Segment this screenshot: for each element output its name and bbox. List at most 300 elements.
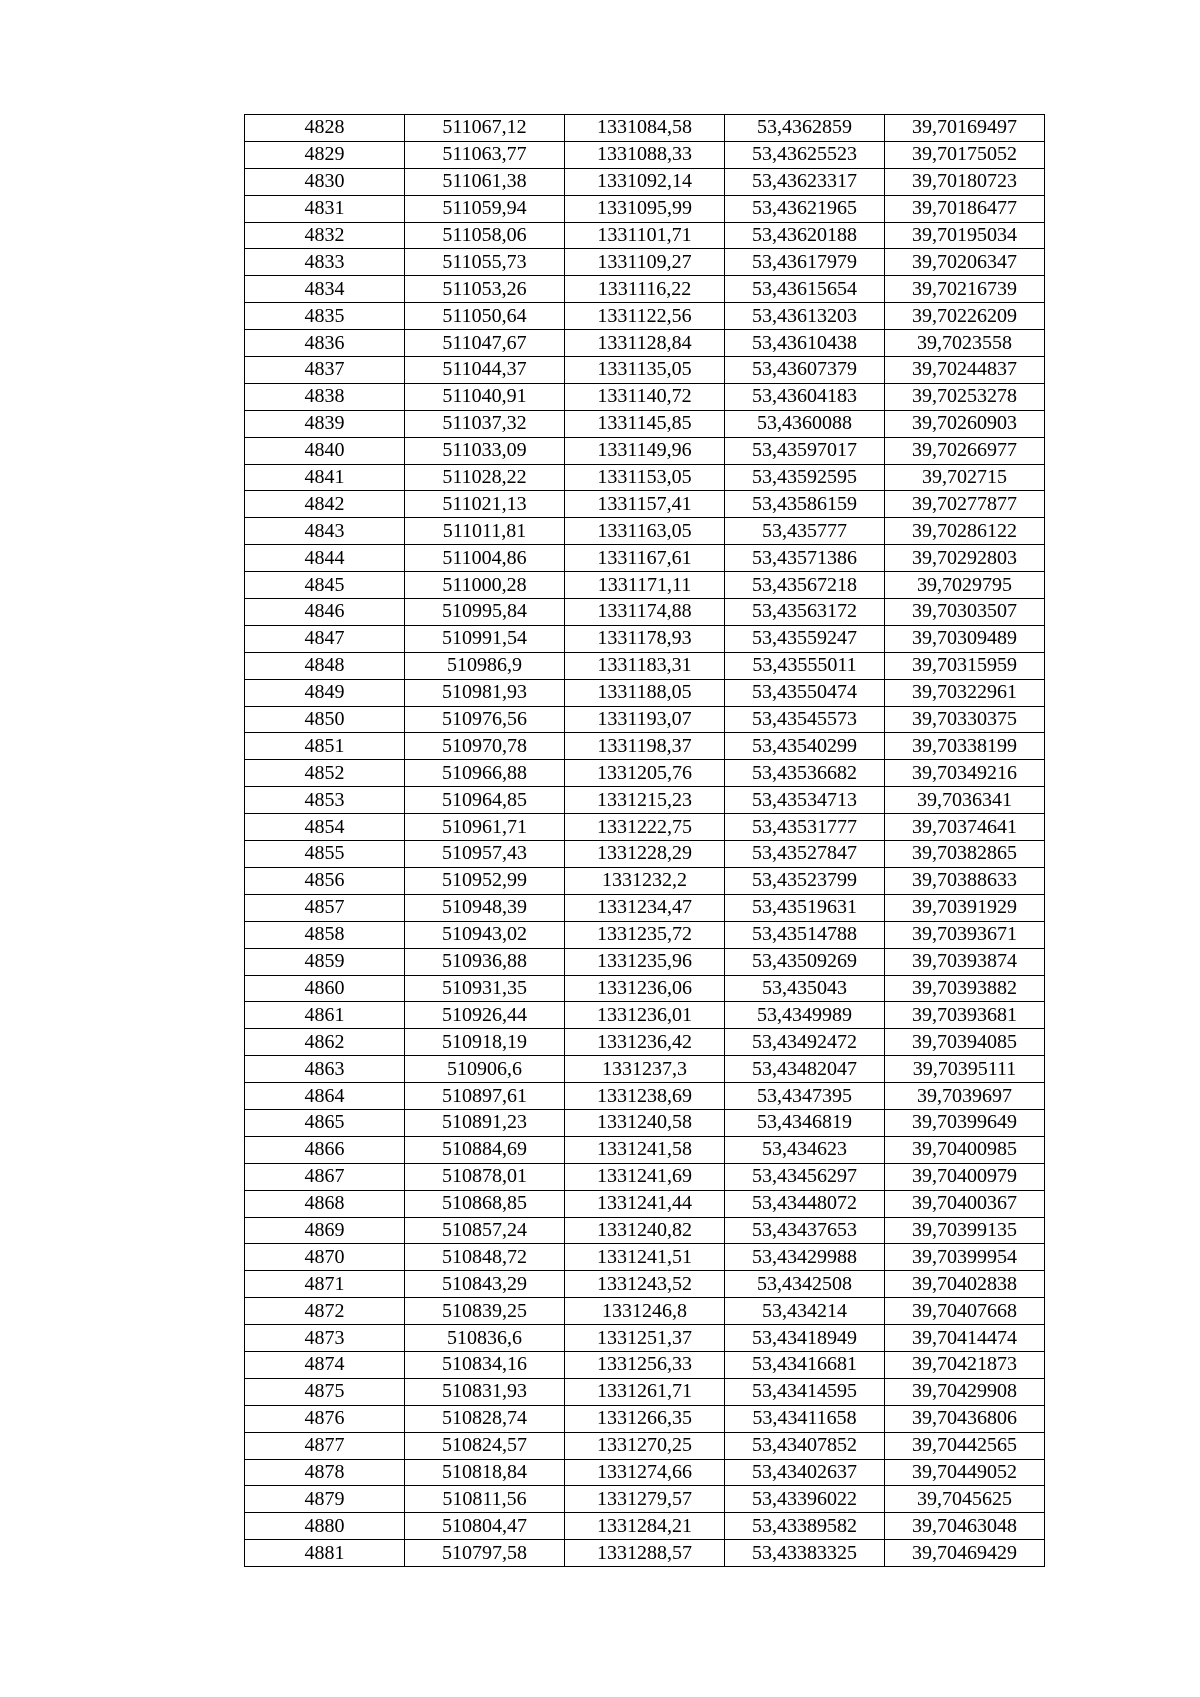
x-coordinate-cell: 510878,01 <box>405 1163 565 1190</box>
x-coordinate-cell: 511055,73 <box>405 249 565 276</box>
latitude-cell: 53,43625523 <box>725 141 885 168</box>
latitude-cell: 53,43523799 <box>725 867 885 894</box>
y-coordinate-cell: 1331205,76 <box>565 760 725 787</box>
latitude-cell: 53,43586159 <box>725 491 885 518</box>
longitude-cell: 39,70195034 <box>885 222 1045 249</box>
y-coordinate-cell: 1331122,56 <box>565 303 725 330</box>
point-number-cell: 4838 <box>245 383 405 410</box>
y-coordinate-cell: 1331241,51 <box>565 1244 725 1271</box>
table-row <box>245 222 1045 249</box>
longitude-cell: 39,70399954 <box>885 1244 1045 1271</box>
y-coordinate-cell: 1331222,75 <box>565 814 725 841</box>
longitude-cell: 39,70436806 <box>885 1405 1045 1432</box>
longitude-cell: 39,70400985 <box>885 1136 1045 1163</box>
table-row <box>245 357 1045 384</box>
point-number-cell: 4846 <box>245 599 405 626</box>
y-coordinate-cell: 1331236,06 <box>565 975 725 1002</box>
longitude-cell: 39,70169497 <box>885 115 1045 142</box>
table-row <box>245 491 1045 518</box>
latitude-cell: 53,4349989 <box>725 1002 885 1029</box>
longitude-cell: 39,70186477 <box>885 195 1045 222</box>
point-number-cell: 4835 <box>245 303 405 330</box>
x-coordinate-cell: 510991,54 <box>405 625 565 652</box>
y-coordinate-cell: 1331241,44 <box>565 1190 725 1217</box>
point-number-cell: 4871 <box>245 1271 405 1298</box>
point-number-cell: 4859 <box>245 948 405 975</box>
latitude-cell: 53,43416681 <box>725 1351 885 1378</box>
x-coordinate-cell: 510961,71 <box>405 814 565 841</box>
longitude-cell: 39,70180723 <box>885 168 1045 195</box>
point-number-cell: 4880 <box>245 1513 405 1540</box>
table-row <box>245 276 1045 303</box>
x-coordinate-cell: 510943,02 <box>405 921 565 948</box>
latitude-cell: 53,43429988 <box>725 1244 885 1271</box>
y-coordinate-cell: 1331163,05 <box>565 518 725 545</box>
table-row <box>245 330 1045 357</box>
table-row <box>245 1163 1045 1190</box>
table-row <box>245 814 1045 841</box>
longitude-cell: 39,7023558 <box>885 330 1045 357</box>
table-row <box>245 1083 1045 1110</box>
longitude-cell: 39,70309489 <box>885 625 1045 652</box>
x-coordinate-cell: 511011,81 <box>405 518 565 545</box>
point-number-cell: 4869 <box>245 1217 405 1244</box>
latitude-cell: 53,4347395 <box>725 1083 885 1110</box>
y-coordinate-cell: 1331236,01 <box>565 1002 725 1029</box>
y-coordinate-cell: 1331153,05 <box>565 464 725 491</box>
longitude-cell: 39,70330375 <box>885 706 1045 733</box>
x-coordinate-cell: 510931,35 <box>405 975 565 1002</box>
y-coordinate-cell: 1331251,37 <box>565 1325 725 1352</box>
x-coordinate-cell: 510891,23 <box>405 1109 565 1136</box>
longitude-cell: 39,70395111 <box>885 1056 1045 1083</box>
latitude-cell: 53,43448072 <box>725 1190 885 1217</box>
point-number-cell: 4855 <box>245 841 405 868</box>
y-coordinate-cell: 1331116,22 <box>565 276 725 303</box>
x-coordinate-cell: 510797,58 <box>405 1540 565 1567</box>
longitude-cell: 39,70388633 <box>885 867 1045 894</box>
point-number-cell: 4843 <box>245 518 405 545</box>
longitude-cell: 39,70421873 <box>885 1351 1045 1378</box>
x-coordinate-cell: 510831,93 <box>405 1378 565 1405</box>
point-number-cell: 4873 <box>245 1325 405 1352</box>
table-row <box>245 545 1045 572</box>
longitude-cell: 39,70429908 <box>885 1378 1045 1405</box>
latitude-cell: 53,43607379 <box>725 357 885 384</box>
table-row <box>245 572 1045 599</box>
x-coordinate-cell: 511037,32 <box>405 410 565 437</box>
point-number-cell: 4865 <box>245 1109 405 1136</box>
point-number-cell: 4877 <box>245 1432 405 1459</box>
table-row <box>245 921 1045 948</box>
y-coordinate-cell: 1331241,58 <box>565 1136 725 1163</box>
latitude-cell: 53,435777 <box>725 518 885 545</box>
x-coordinate-cell: 511028,22 <box>405 464 565 491</box>
longitude-cell: 39,70175052 <box>885 141 1045 168</box>
table-row <box>245 894 1045 921</box>
x-coordinate-cell: 511000,28 <box>405 572 565 599</box>
point-number-cell: 4828 <box>245 115 405 142</box>
y-coordinate-cell: 1331232,2 <box>565 867 725 894</box>
point-number-cell: 4834 <box>245 276 405 303</box>
latitude-cell: 53,4360088 <box>725 410 885 437</box>
latitude-cell: 53,43437653 <box>725 1217 885 1244</box>
latitude-cell: 53,43559247 <box>725 625 885 652</box>
table-row <box>245 383 1045 410</box>
y-coordinate-cell: 1331284,21 <box>565 1513 725 1540</box>
table-row <box>245 975 1045 1002</box>
x-coordinate-cell: 510986,9 <box>405 652 565 679</box>
latitude-cell: 53,434214 <box>725 1298 885 1325</box>
x-coordinate-cell: 510966,88 <box>405 760 565 787</box>
point-number-cell: 4842 <box>245 491 405 518</box>
point-number-cell: 4874 <box>245 1351 405 1378</box>
x-coordinate-cell: 511053,26 <box>405 276 565 303</box>
table-row <box>245 1486 1045 1513</box>
table-row <box>245 115 1045 142</box>
y-coordinate-cell: 1331261,71 <box>565 1378 725 1405</box>
x-coordinate-cell: 510981,93 <box>405 679 565 706</box>
table-row <box>245 1513 1045 1540</box>
point-number-cell: 4836 <box>245 330 405 357</box>
latitude-cell: 53,43509269 <box>725 948 885 975</box>
y-coordinate-cell: 1331234,47 <box>565 894 725 921</box>
point-number-cell: 4878 <box>245 1459 405 1486</box>
longitude-cell: 39,70414474 <box>885 1325 1045 1352</box>
x-coordinate-cell: 511021,13 <box>405 491 565 518</box>
longitude-cell: 39,7045625 <box>885 1486 1045 1513</box>
longitude-cell: 39,70400979 <box>885 1163 1045 1190</box>
x-coordinate-cell: 510884,69 <box>405 1136 565 1163</box>
longitude-cell: 39,70374641 <box>885 814 1045 841</box>
table-row <box>245 1217 1045 1244</box>
longitude-cell: 39,70292803 <box>885 545 1045 572</box>
table-row <box>245 1109 1045 1136</box>
point-number-cell: 4876 <box>245 1405 405 1432</box>
latitude-cell: 53,43531777 <box>725 814 885 841</box>
y-coordinate-cell: 1331238,69 <box>565 1083 725 1110</box>
y-coordinate-cell: 1331084,58 <box>565 115 725 142</box>
y-coordinate-cell: 1331240,58 <box>565 1109 725 1136</box>
point-number-cell: 4879 <box>245 1486 405 1513</box>
table-row <box>245 679 1045 706</box>
y-coordinate-cell: 1331171,11 <box>565 572 725 599</box>
table-row <box>245 141 1045 168</box>
table-row <box>245 1244 1045 1271</box>
x-coordinate-cell: 510906,6 <box>405 1056 565 1083</box>
y-coordinate-cell: 1331095,99 <box>565 195 725 222</box>
longitude-cell: 39,70322961 <box>885 679 1045 706</box>
point-number-cell: 4853 <box>245 787 405 814</box>
table-row <box>245 1029 1045 1056</box>
point-number-cell: 4857 <box>245 894 405 921</box>
x-coordinate-cell: 510952,99 <box>405 867 565 894</box>
longitude-cell: 39,70244837 <box>885 357 1045 384</box>
table-row <box>245 625 1045 652</box>
longitude-cell: 39,70393874 <box>885 948 1045 975</box>
x-coordinate-cell: 510848,72 <box>405 1244 565 1271</box>
point-number-cell: 4870 <box>245 1244 405 1271</box>
longitude-cell: 39,70315959 <box>885 652 1045 679</box>
latitude-cell: 53,43617979 <box>725 249 885 276</box>
latitude-cell: 53,4342508 <box>725 1271 885 1298</box>
point-number-cell: 4841 <box>245 464 405 491</box>
x-coordinate-cell: 511047,67 <box>405 330 565 357</box>
y-coordinate-cell: 1331235,96 <box>565 948 725 975</box>
point-number-cell: 4848 <box>245 652 405 679</box>
point-number-cell: 4872 <box>245 1298 405 1325</box>
latitude-cell: 53,43414595 <box>725 1378 885 1405</box>
point-number-cell: 4866 <box>245 1136 405 1163</box>
x-coordinate-cell: 510824,57 <box>405 1432 565 1459</box>
y-coordinate-cell: 1331193,07 <box>565 706 725 733</box>
latitude-cell: 53,435043 <box>725 975 885 1002</box>
y-coordinate-cell: 1331174,88 <box>565 599 725 626</box>
longitude-cell: 39,70349216 <box>885 760 1045 787</box>
latitude-cell: 53,43534713 <box>725 787 885 814</box>
latitude-cell: 53,43610438 <box>725 330 885 357</box>
table-row <box>245 1378 1045 1405</box>
y-coordinate-cell: 1331183,31 <box>565 652 725 679</box>
longitude-cell: 39,70216739 <box>885 276 1045 303</box>
x-coordinate-cell: 511063,77 <box>405 141 565 168</box>
longitude-cell: 39,70399649 <box>885 1109 1045 1136</box>
point-number-cell: 4829 <box>245 141 405 168</box>
x-coordinate-cell: 510843,29 <box>405 1271 565 1298</box>
x-coordinate-cell: 510995,84 <box>405 599 565 626</box>
point-number-cell: 4868 <box>245 1190 405 1217</box>
y-coordinate-cell: 1331274,66 <box>565 1459 725 1486</box>
latitude-cell: 53,43563172 <box>725 599 885 626</box>
latitude-cell: 53,43536682 <box>725 760 885 787</box>
point-number-cell: 4847 <box>245 625 405 652</box>
table-row <box>245 599 1045 626</box>
longitude-cell: 39,70399135 <box>885 1217 1045 1244</box>
table-row <box>245 841 1045 868</box>
table-row <box>245 1298 1045 1325</box>
y-coordinate-cell: 1331149,96 <box>565 437 725 464</box>
y-coordinate-cell: 1331256,33 <box>565 1351 725 1378</box>
longitude-cell: 39,70303507 <box>885 599 1045 626</box>
x-coordinate-cell: 510868,85 <box>405 1190 565 1217</box>
latitude-cell: 53,43545573 <box>725 706 885 733</box>
latitude-cell: 53,43492472 <box>725 1029 885 1056</box>
latitude-cell: 53,4362859 <box>725 115 885 142</box>
latitude-cell: 53,43527847 <box>725 841 885 868</box>
table-row <box>245 706 1045 733</box>
latitude-cell: 53,43402637 <box>725 1459 885 1486</box>
latitude-cell: 53,43597017 <box>725 437 885 464</box>
table-row <box>245 1002 1045 1029</box>
longitude-cell: 39,7029795 <box>885 572 1045 599</box>
longitude-cell: 39,70206347 <box>885 249 1045 276</box>
table-row <box>245 303 1045 330</box>
point-number-cell: 4832 <box>245 222 405 249</box>
table-row <box>245 1136 1045 1163</box>
point-number-cell: 4856 <box>245 867 405 894</box>
table-row <box>245 867 1045 894</box>
latitude-cell: 53,43592595 <box>725 464 885 491</box>
y-coordinate-cell: 1331243,52 <box>565 1271 725 1298</box>
longitude-cell: 39,70402838 <box>885 1271 1045 1298</box>
y-coordinate-cell: 1331246,8 <box>565 1298 725 1325</box>
table-row <box>245 195 1045 222</box>
y-coordinate-cell: 1331101,71 <box>565 222 725 249</box>
x-coordinate-cell: 510970,78 <box>405 733 565 760</box>
x-coordinate-cell: 511004,86 <box>405 545 565 572</box>
point-number-cell: 4864 <box>245 1083 405 1110</box>
point-number-cell: 4830 <box>245 168 405 195</box>
longitude-cell: 39,70442565 <box>885 1432 1045 1459</box>
x-coordinate-cell: 510828,74 <box>405 1405 565 1432</box>
y-coordinate-cell: 1331266,35 <box>565 1405 725 1432</box>
longitude-cell: 39,70253278 <box>885 383 1045 410</box>
latitude-cell: 53,43482047 <box>725 1056 885 1083</box>
latitude-cell: 53,43550474 <box>725 679 885 706</box>
x-coordinate-cell: 511061,38 <box>405 168 565 195</box>
table-row <box>245 249 1045 276</box>
x-coordinate-cell: 511059,94 <box>405 195 565 222</box>
table-row <box>245 1325 1045 1352</box>
y-coordinate-cell: 1331236,42 <box>565 1029 725 1056</box>
y-coordinate-cell: 1331157,41 <box>565 491 725 518</box>
x-coordinate-cell: 511067,12 <box>405 115 565 142</box>
table-row <box>245 1459 1045 1486</box>
table-row <box>245 1190 1045 1217</box>
y-coordinate-cell: 1331198,37 <box>565 733 725 760</box>
y-coordinate-cell: 1331140,72 <box>565 383 725 410</box>
longitude-cell: 39,70463048 <box>885 1513 1045 1540</box>
longitude-cell: 39,70400367 <box>885 1190 1045 1217</box>
y-coordinate-cell: 1331228,29 <box>565 841 725 868</box>
longitude-cell: 39,7036341 <box>885 787 1045 814</box>
point-number-cell: 4862 <box>245 1029 405 1056</box>
x-coordinate-cell: 510926,44 <box>405 1002 565 1029</box>
table-row <box>245 518 1045 545</box>
x-coordinate-cell: 510897,61 <box>405 1083 565 1110</box>
latitude-cell: 53,43383325 <box>725 1540 885 1567</box>
latitude-cell: 53,43456297 <box>725 1163 885 1190</box>
longitude-cell: 39,70382865 <box>885 841 1045 868</box>
longitude-cell: 39,70277877 <box>885 491 1045 518</box>
y-coordinate-cell: 1331178,93 <box>565 625 725 652</box>
y-coordinate-cell: 1331109,27 <box>565 249 725 276</box>
y-coordinate-cell: 1331235,72 <box>565 921 725 948</box>
y-coordinate-cell: 1331241,69 <box>565 1163 725 1190</box>
longitude-cell: 39,70449052 <box>885 1459 1045 1486</box>
longitude-cell: 39,7039697 <box>885 1083 1045 1110</box>
coordinates-table <box>244 114 1045 1567</box>
point-number-cell: 4858 <box>245 921 405 948</box>
point-number-cell: 4875 <box>245 1378 405 1405</box>
x-coordinate-cell: 511033,09 <box>405 437 565 464</box>
latitude-cell: 53,43571386 <box>725 545 885 572</box>
y-coordinate-cell: 1331279,57 <box>565 1486 725 1513</box>
latitude-cell: 53,43389582 <box>725 1513 885 1540</box>
table-row <box>245 1271 1045 1298</box>
table-row <box>245 464 1045 491</box>
point-number-cell: 4839 <box>245 410 405 437</box>
x-coordinate-cell: 510818,84 <box>405 1459 565 1486</box>
x-coordinate-cell: 510964,85 <box>405 787 565 814</box>
longitude-cell: 39,70266977 <box>885 437 1045 464</box>
x-coordinate-cell: 510804,47 <box>405 1513 565 1540</box>
latitude-cell: 53,434623 <box>725 1136 885 1163</box>
x-coordinate-cell: 510857,24 <box>405 1217 565 1244</box>
table-row <box>245 168 1045 195</box>
point-number-cell: 4867 <box>245 1163 405 1190</box>
latitude-cell: 53,43555011 <box>725 652 885 679</box>
point-number-cell: 4851 <box>245 733 405 760</box>
table-row <box>245 1405 1045 1432</box>
x-coordinate-cell: 510957,43 <box>405 841 565 868</box>
latitude-cell: 53,43418949 <box>725 1325 885 1352</box>
table-row <box>245 760 1045 787</box>
longitude-cell: 39,70226209 <box>885 303 1045 330</box>
point-number-cell: 4850 <box>245 706 405 733</box>
longitude-cell: 39,70393882 <box>885 975 1045 1002</box>
latitude-cell: 53,43615654 <box>725 276 885 303</box>
x-coordinate-cell: 511040,91 <box>405 383 565 410</box>
y-coordinate-cell: 1331135,05 <box>565 357 725 384</box>
x-coordinate-cell: 510976,56 <box>405 706 565 733</box>
y-coordinate-cell: 1331167,61 <box>565 545 725 572</box>
latitude-cell: 53,43621965 <box>725 195 885 222</box>
table-row <box>245 1432 1045 1459</box>
table-row <box>245 787 1045 814</box>
y-coordinate-cell: 1331092,14 <box>565 168 725 195</box>
longitude-cell: 39,70391929 <box>885 894 1045 921</box>
point-number-cell: 4863 <box>245 1056 405 1083</box>
point-number-cell: 4845 <box>245 572 405 599</box>
point-number-cell: 4861 <box>245 1002 405 1029</box>
x-coordinate-cell: 511050,64 <box>405 303 565 330</box>
latitude-cell: 53,43567218 <box>725 572 885 599</box>
latitude-cell: 53,43613203 <box>725 303 885 330</box>
point-number-cell: 4854 <box>245 814 405 841</box>
latitude-cell: 53,43411658 <box>725 1405 885 1432</box>
y-coordinate-cell: 1331145,85 <box>565 410 725 437</box>
x-coordinate-cell: 510948,39 <box>405 894 565 921</box>
table-row <box>245 410 1045 437</box>
y-coordinate-cell: 1331270,25 <box>565 1432 725 1459</box>
longitude-cell: 39,70338199 <box>885 733 1045 760</box>
latitude-cell: 53,4346819 <box>725 1109 885 1136</box>
point-number-cell: 4860 <box>245 975 405 1002</box>
point-number-cell: 4849 <box>245 679 405 706</box>
y-coordinate-cell: 1331215,23 <box>565 787 725 814</box>
coordinates-table-body <box>245 115 1045 1567</box>
longitude-cell: 39,70394085 <box>885 1029 1045 1056</box>
latitude-cell: 53,43407852 <box>725 1432 885 1459</box>
latitude-cell: 53,43396022 <box>725 1486 885 1513</box>
x-coordinate-cell: 510918,19 <box>405 1029 565 1056</box>
y-coordinate-cell: 1331088,33 <box>565 141 725 168</box>
table-row <box>245 437 1045 464</box>
table-row <box>245 948 1045 975</box>
latitude-cell: 53,43540299 <box>725 733 885 760</box>
latitude-cell: 53,43620188 <box>725 222 885 249</box>
point-number-cell: 4852 <box>245 760 405 787</box>
table-row <box>245 652 1045 679</box>
y-coordinate-cell: 1331240,82 <box>565 1217 725 1244</box>
longitude-cell: 39,70469429 <box>885 1540 1045 1567</box>
point-number-cell: 4831 <box>245 195 405 222</box>
latitude-cell: 53,43623317 <box>725 168 885 195</box>
x-coordinate-cell: 510834,16 <box>405 1351 565 1378</box>
y-coordinate-cell: 1331128,84 <box>565 330 725 357</box>
longitude-cell: 39,70393671 <box>885 921 1045 948</box>
